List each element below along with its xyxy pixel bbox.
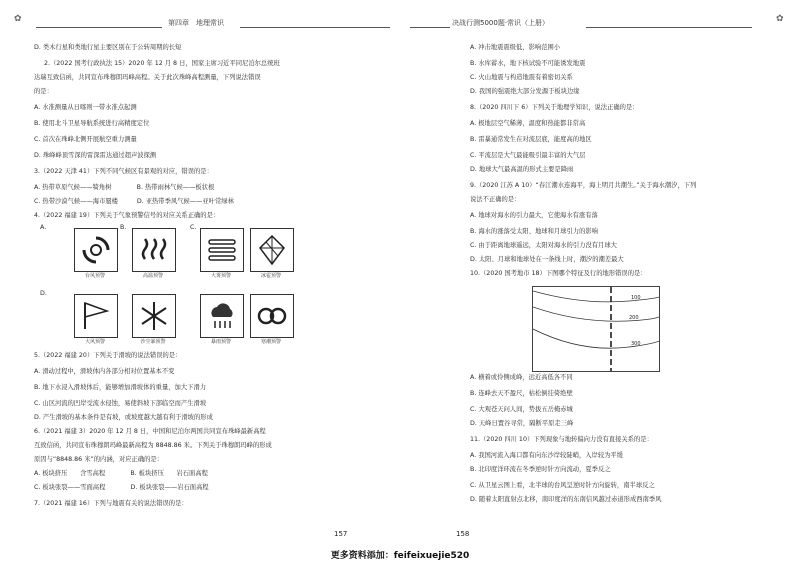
text-line: C. 平流层是大气最能吸引最丰富的大气层 (470, 152, 586, 159)
text-line: B. 地下水浸入滑坡体后，能够增加滑坡体的重量，加大下滑力 (34, 384, 207, 391)
sandstorm-warning-icon (132, 294, 176, 338)
text-line: 3.（2022 天津 41）下列不同气候区有景观的对应，错误的是： (34, 168, 213, 175)
text-line: C. 由于距离地球遥远，太阳对海水的引力没有月球大 (470, 242, 617, 249)
text-line: 互致信函，共同宣布珠穆朗玛峰最新高程为 8848.86 米。下列关于珠穆朗玛峰的形成 (34, 442, 272, 449)
rainstorm-warning-icon (200, 294, 244, 338)
contour-map (532, 286, 660, 372)
icon-caption: 暴雨预警 (210, 339, 231, 345)
text-line: B. 雷暴通常发生在对流层底，能度高的地区 (470, 136, 592, 143)
high-temp-warning-icon (132, 228, 176, 272)
text-line: D. 珠峰峰顶雪深的雷深雷达通过超声波探测 (34, 152, 157, 159)
text-line: 6.（2021 福建 3）2020 年 12 月 8 日，中国和尼泊尔两国共同宣布珠峰最新高程 (34, 428, 266, 435)
text-line: B. 水库蓄水，地下核试验不可能诱发地震 (470, 60, 586, 67)
text-line: C. 首次在珠峰北侧开展航空重力测量 (34, 136, 137, 143)
header-rule (240, 27, 390, 28)
text-line: A. 极地层空气稀薄，温度和热能都非常高 (470, 120, 586, 127)
page-number: 157 (334, 530, 348, 538)
text-line: A. 热带草原气候——犄角树 B. 热带雨林气候——板状根 (34, 184, 215, 191)
text-line: 9.（2020 江苏 A 10）“春江潮水连海平，海上明月共潮生。”关于海水潮汐，下列 (470, 182, 697, 189)
text-line: 达瑞互致信函，共同宣布珠穆朗玛峰高程。关于此次珠峰高程测量，下列说法错误 (34, 74, 261, 81)
header-rule (586, 27, 752, 28)
text-line: D. 类木行星和类地行星主要区别在于公转周期的长短 (34, 44, 182, 51)
right-page (400, 0, 800, 566)
typhoon-warning-icon (74, 228, 118, 272)
contour-label: 100 (631, 295, 641, 301)
leaf-ornament-icon: ✿ (776, 14, 784, 24)
text-line: D. 地球大气最高温的形式主要是降雨 (470, 166, 574, 173)
text-line: 2.（2022 国考行政执法 15）2020 年 12 月 8 日，国家主席习近平同尼泊尔总统班 (44, 60, 280, 67)
icon-caption: 台风预警 (84, 273, 105, 279)
leaf-ornament-icon: ✿ (14, 14, 22, 24)
text-line: C. 热带沙漠气候——海市蜃楼 D. 亚热带季风气候——亚叶常绿林 (34, 198, 234, 205)
text-line: A. 我国河流入海口都有向东沙岸较陡峭，入岸较为平缓 (470, 452, 624, 459)
icon-caption: 高温预警 (142, 273, 163, 279)
cold-wave-warning-icon (250, 294, 294, 338)
text-line: C. 从卫星云图上看，北半球的台风呈逆时针方向旋转，南半球反之 (470, 482, 655, 489)
text-line: C. 大观苍天问人间，势拔五岳掩赤城 (470, 406, 573, 413)
text-line: 11.（2020 四川 10）下列现象与地转偏向力没有直接关系的是： (470, 436, 653, 443)
text-line: B. 连峰去天不盈尺，枯松倒挂倚绝壁 (470, 390, 573, 397)
header-rule (410, 27, 450, 28)
icon-caption: 冰雹预警 (260, 273, 281, 279)
gale-warning-icon (74, 294, 118, 338)
text-line: A. 板块挤压 含雪高程 B. 板块挤压 岩石面高程 (34, 470, 208, 477)
text-line: C. 板块张裂——雪面高程 D. 板块张裂——岩石面高程 (34, 484, 209, 491)
option-label: D. (40, 290, 47, 297)
text-line: 10.（2020 国考地市 18）下图哪个特征及行的地形错误的是： (470, 270, 647, 277)
text-line: D. 随着太阳直射点北移，南印度洋的东南信风越过赤道形成西南季风 (470, 496, 662, 503)
icon-caption: 寒潮预警 (260, 339, 281, 345)
text-line: A. 地球对海水的引力最大，它使海水有涨有落 (470, 212, 598, 219)
contour-label: 200 (629, 315, 639, 321)
icon-caption: 大风预警 (84, 339, 105, 345)
right-header-title: 决战行测5000题·常识（上册） (452, 19, 550, 27)
icon-caption: 大雾预警 (210, 273, 231, 279)
text-line: 说法不正确的是： (470, 196, 521, 203)
fog-warning-icon (200, 228, 244, 272)
text-line: D. 太阳、月球和地球处在一条线上时，潮汐的潮差最大 (470, 256, 624, 263)
text-line: 4.（2022 福建 19）下列关于气象预警信号的对应关系正确的是： (34, 212, 220, 219)
icon-caption: 沙尘暴预警 (140, 339, 166, 345)
text-line: C. 火山地震与构造地震有着密切关系 (470, 74, 573, 81)
text-line: D. 我国的强震绝大部分发源于板块边缘 (470, 88, 580, 95)
header-rule (36, 27, 162, 28)
text-line: B. 北印度洋环流在冬季逆时针方向流动，夏季反之 (470, 466, 611, 473)
text-line: A. 冲击地震震级低，影响范围小 (470, 44, 561, 51)
text-line: C. 山区河流的凹岸受流水侵蚀，易使斜坡下部临空而产生滑坡 (34, 400, 207, 407)
page-number: 158 (456, 530, 470, 538)
option-label: B. (120, 224, 127, 231)
text-line: B. 使用北斗卫星导航系统进行高精度定位 (34, 120, 150, 127)
text-line: 8.（2020 四川下 6）下列关于地理学知识，说法正确的是： (470, 104, 639, 111)
hail-warning-icon (250, 228, 294, 272)
text-line: 原因与“8848.86 米”的内涵，对应正确的是： (34, 456, 164, 463)
text-line: D. 天峰日置谷寻常，隔断平原走三峰 (470, 420, 574, 427)
contour-label: 300 (631, 341, 641, 347)
option-label: A. (40, 224, 47, 231)
text-line: B. 海水的涨落受太阳、地球和月球引力的影响 (470, 228, 598, 235)
text-line: 5.（2022 福建 20）下列关于滑坡的说法错误的是： (34, 352, 182, 359)
text-line: D. 产生滑坡的基本条件是有坡，或坡度越大越有利于滑坡的形成 (34, 414, 213, 421)
option-label: C. (190, 224, 197, 231)
left-header-chapter: 第四章 地理常识 (168, 19, 224, 27)
text-line: 7.（2021 福建 16）下列与地震有关的说法错误的是： (34, 500, 188, 507)
text-line: A. 横着或伶侧成峰，远近高低各不同 (470, 374, 573, 381)
text-line: A. 滑动过程中，滑坡体内各部分相对位置基本不变 (34, 368, 175, 375)
footer-note: 更多资料添加：feifeixuejie520 (330, 551, 470, 561)
text-line: A. 水准测量从日喀则一带水准点起测 (34, 104, 137, 111)
text-line: 的是： (34, 88, 53, 95)
